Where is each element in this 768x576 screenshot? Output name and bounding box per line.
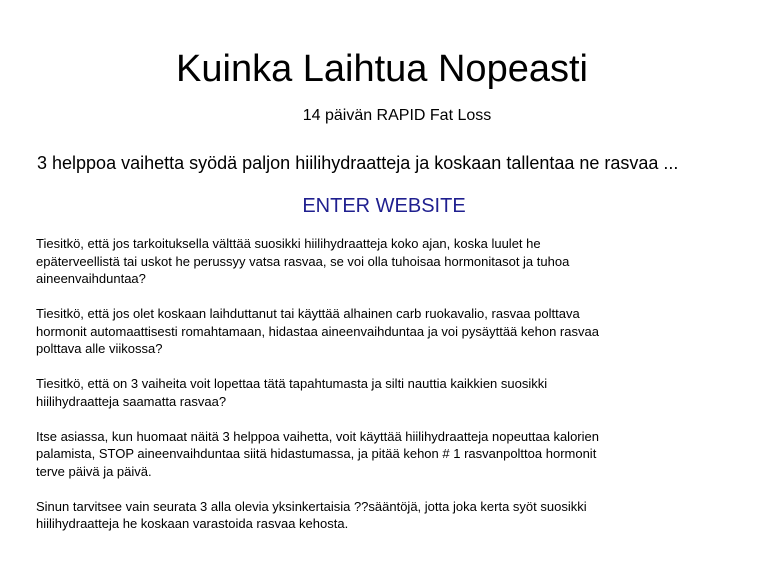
paragraph-line: Sinun tarvitsee vain seurata 3 alla olevia yksinkertaisia ??sääntöjä, jotta joka kerta syöt suosikki <box>36 498 587 514</box>
paragraph-line: terve päivä ja päivä. <box>36 463 152 479</box>
paragraph-line: Tiesitkö, että on 3 vaiheita voit lopettaa tätä tapahtumasta ja silti nauttia kaikkien suosikki <box>36 376 548 391</box>
paragraph-line: hiilihydraatteja he koskaan varastoida rasvaa kehosta. <box>36 516 349 531</box>
paragraph-line: aineenvaihduntaa? <box>36 271 146 286</box>
paragraph <box>36 235 736 288</box>
enter-website-link[interactable]: ENTER WEBSITE <box>302 195 466 217</box>
enter-website-link-container <box>0 193 768 219</box>
paragraph <box>36 305 736 358</box>
paragraph <box>36 375 736 410</box>
paragraph-line: palamista, STOP aineenvaihduntaa siitä hidastumassa, ja pitää kehon # 1 rasvanpolttoa hormonit <box>36 446 597 461</box>
paragraph <box>36 498 736 533</box>
subtitle: 14 päivän RAPID Fat Loss <box>302 107 492 124</box>
paragraph <box>36 428 736 481</box>
paragraph-line: Itse asiassa, kun huomaat näitä 3 helppoa vaihetta, voit käyttää hiilihydraatteja nopeuttaa kalorien <box>36 428 599 444</box>
paragraph-line: hiilihydraatteja saamatta rasvaa? <box>36 393 227 409</box>
paragraph-line: polttava alle viikossa? <box>36 341 163 356</box>
tagline: 3 helppoa vaihetta syödä paljon hiilihydraatteja ja koskaan tallentaa ne rasvaa ... <box>37 153 679 173</box>
body-text <box>36 235 736 550</box>
paragraph-line: Tiesitkö, että jos tarkoituksella välttää suosikki hiilihydraatteja koko ajan, koska luulet he <box>36 236 541 251</box>
paragraph-line: Tiesitkö, että jos olet koskaan laihduttanut tai käyttää alhainen carb ruokavalio, rasvaa polttava <box>36 306 580 321</box>
page-title: Kuinka Laihtua Nopeasti <box>176 48 588 90</box>
paragraph-line: epäterveellistä tai uskot he perussyy vatsa rasvaa, se voi olla tuhoisaa hormonitasot ja tuhoa <box>36 253 570 269</box>
paragraph-line: hormonit automaattisesti romahtamaan, hidastaa aineenvaihduntaa ja voi pysäyttää kehon rasvaa <box>36 323 599 339</box>
